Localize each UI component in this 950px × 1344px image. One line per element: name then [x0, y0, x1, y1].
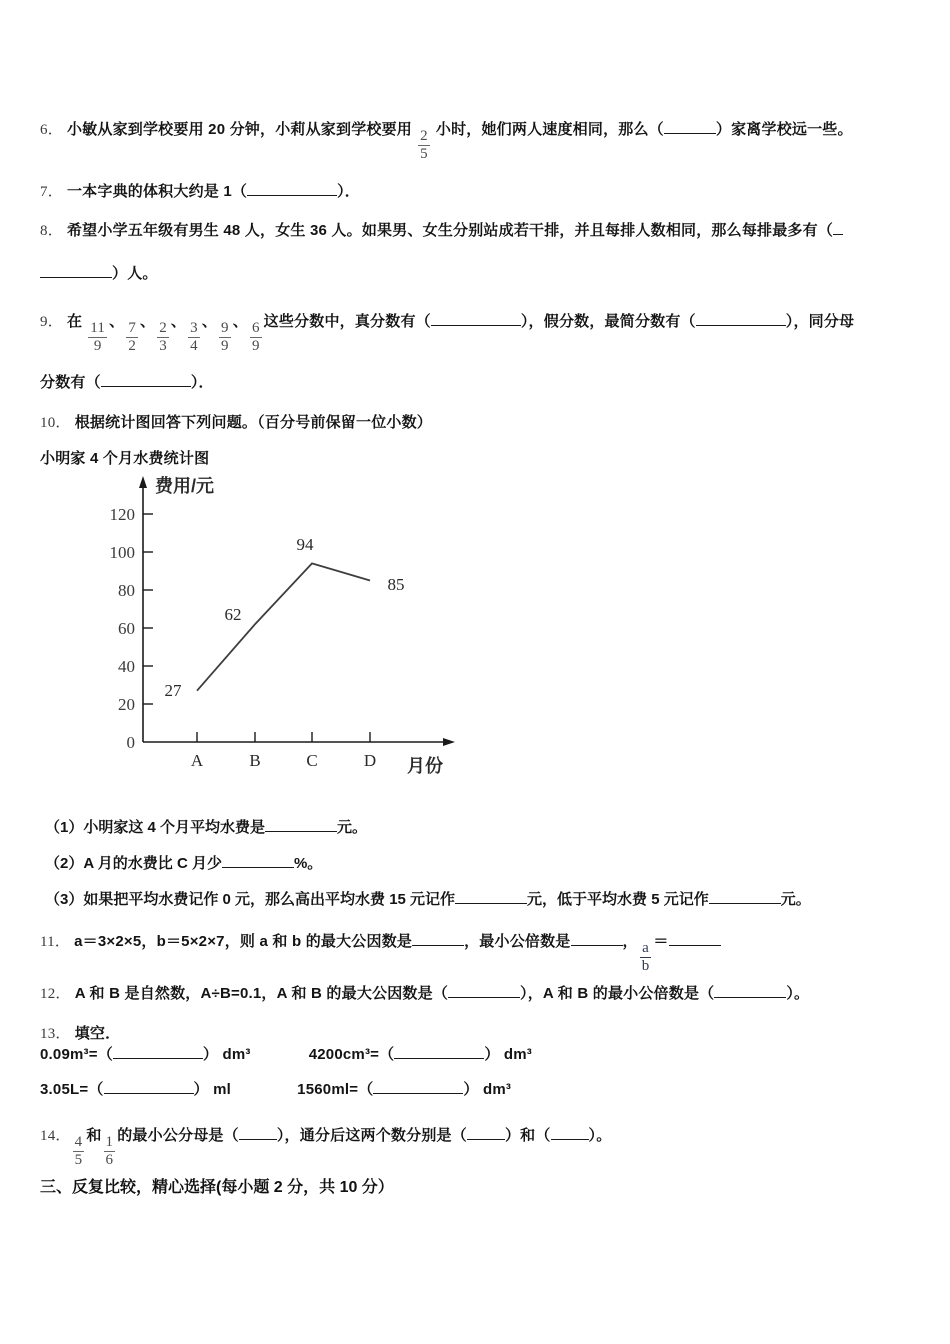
question-6-answer-blank[interactable]	[664, 133, 716, 134]
question-14-text-c: ）和（	[504, 1127, 551, 1144]
question-8-number: 8．	[40, 223, 63, 239]
question-10-sub-1	[45, 816, 367, 837]
question-11	[40, 930, 721, 975]
conv-4-left: 1560ml=	[297, 1081, 359, 1098]
question-7-answer-blank[interactable]	[247, 195, 337, 196]
question-11-text-b: ，最小公倍数是	[464, 933, 571, 950]
question-12-text-b: ），A 和 B 的最小公倍数是（	[520, 985, 715, 1002]
sub-2-answer-blank[interactable]	[222, 867, 294, 868]
ytick-20: 20	[118, 695, 135, 714]
question-9-line-1	[40, 310, 854, 355]
question-9-sep-3: 、	[170, 313, 187, 330]
section-heading-text: 三、反复比较，精心选择(每小题 2 分，共 10 分）	[40, 1179, 394, 1196]
y-axis-title: 费用/元	[155, 476, 215, 496]
question-7-text-b: ）．	[337, 183, 361, 200]
data-line	[197, 563, 370, 690]
data-label-a: 27	[164, 681, 182, 700]
question-8-answer-blank-part1[interactable]	[833, 234, 843, 235]
question-11-answer-blank-1[interactable]	[412, 945, 464, 946]
question-13-text: 填空．	[74, 1025, 121, 1042]
conv-3-left: 3.05L=	[40, 1081, 89, 1098]
question-14-text-a: 的最小公分母是（	[117, 1127, 239, 1144]
question-13-row-2	[40, 1078, 511, 1102]
question-10	[40, 411, 432, 435]
question-14-fraction-2: $\frac{1}{6}$	[105, 1134, 114, 1169]
x-axis-tick-labels	[191, 751, 376, 770]
question-14-fraction-1: $\frac{4}{5}$	[74, 1134, 83, 1169]
question-9-lead: 在	[66, 313, 83, 330]
question-9-sep-5: 、	[232, 313, 248, 330]
ytick-80: 80	[118, 581, 135, 600]
sub-3-text-a: 如果把平均水费记作 0 元，那么高出平均水费 15 元记作	[83, 891, 456, 908]
question-6-number: 6．	[40, 122, 63, 138]
question-9-answer-blank-1[interactable]	[431, 325, 521, 326]
sub-1-label: （1）	[45, 819, 84, 836]
question-8-line-1	[40, 219, 843, 243]
conv-4-right: ） dm³	[463, 1081, 512, 1098]
data-label-b: 62	[224, 605, 242, 624]
question-8-text-b: ）人。	[112, 265, 158, 282]
question-6-text-c: ）家离学校远一些。	[715, 121, 853, 138]
conv-3-blank[interactable]	[104, 1093, 194, 1094]
question-14-text-b: ），通分后这两个数分别是（	[276, 1127, 467, 1144]
conv-4-open: （	[358, 1081, 374, 1098]
question-14-conj: 和	[86, 1127, 102, 1144]
conv-1-blank[interactable]	[113, 1058, 203, 1059]
question-12-text-a: A 和 B 是自然数，A÷B=0.1，A 和 B 的最大公因数是（	[74, 985, 449, 1002]
question-6-text-a: 小敏从家到学校要用 20 分钟，小莉从家到学校要用	[66, 121, 413, 138]
question-8-text: 希望小学五年级有男生 48 人，女生 36 人。如果男、女生分别站成若干排，并且每排人数相同，那么每排最多有（	[66, 222, 834, 239]
question-9-sep-4: 、	[201, 313, 218, 330]
question-10-text: 根据统计图回答下列问题。（百分号前保留一位小数）	[74, 414, 432, 431]
x-axis-ticks	[197, 732, 370, 742]
ytick-120: 120	[109, 505, 135, 524]
question-14-answer-blank-1[interactable]	[239, 1139, 277, 1140]
question-14-text-d: ）。	[588, 1127, 612, 1144]
conv-3-right: ） ml	[193, 1081, 232, 1098]
question-9-fraction-6: $\frac{6}{9}$	[251, 320, 260, 355]
ytick-100: 100	[109, 543, 135, 562]
chart-title	[40, 447, 209, 471]
question-12-text-c: ）。	[786, 985, 810, 1002]
question-9-answer-blank-3[interactable]	[101, 386, 191, 387]
x-axis-title: 月份	[407, 756, 443, 776]
conv-2-left: 4200cm³=	[308, 1046, 380, 1063]
question-13-number: 13．	[40, 1026, 71, 1042]
question-6-text-b: 小时，她们两人速度相同，那么（	[435, 121, 664, 138]
x-axis-arrow	[443, 738, 455, 746]
question-11-text-a: a＝3×2×5，b＝5×2×7，则 a 和 b 的最大公因数是	[74, 933, 413, 950]
sub-2-label: （2）	[45, 855, 84, 872]
ytick-0: 0	[126, 733, 135, 752]
question-9-line-2	[40, 371, 214, 395]
sub-1-answer-blank[interactable]	[265, 831, 337, 832]
y-axis-tick-labels	[110, 505, 136, 752]
question-9-fraction-3: $\frac{2}{3}$	[159, 320, 167, 355]
question-12	[40, 982, 809, 1006]
question-9-fraction-5: $\frac{9}{9}$	[221, 320, 229, 355]
question-14-number: 14．	[40, 1128, 71, 1144]
sub-1-text-b: 元。	[337, 819, 368, 836]
question-11-fraction-ab: $\frac{a}{b}$	[641, 940, 650, 975]
conv-2-right: ） dm³	[484, 1046, 532, 1063]
conv-2-blank[interactable]	[394, 1058, 484, 1059]
ytick-60: 60	[118, 619, 135, 638]
question-12-answer-blank-2[interactable]	[714, 997, 786, 998]
question-14	[40, 1124, 611, 1169]
question-7-number: 7．	[40, 184, 63, 200]
question-11-text-d: ＝	[653, 933, 669, 950]
conv-1-open: （	[97, 1046, 113, 1063]
section-heading-3	[40, 1174, 394, 1197]
xtick-b: B	[249, 751, 261, 770]
question-9-fraction-2: $\frac{7}{2}$	[128, 320, 137, 355]
conv-2-open: （	[379, 1046, 395, 1063]
question-12-number: 12．	[40, 986, 71, 1002]
chart-svg	[55, 470, 475, 790]
question-14-answer-blank-3[interactable]	[551, 1139, 589, 1140]
question-9-line2-text-b: ）．	[190, 374, 214, 391]
question-9-fraction-1: $\frac{11}{9}$	[90, 320, 106, 355]
question-9-text-c: ），同分母	[785, 313, 855, 330]
water-fee-line-chart	[55, 470, 475, 790]
conv-4-blank[interactable]	[373, 1093, 463, 1094]
conv-1-right: ） dm³	[202, 1046, 251, 1063]
question-11-answer-blank-3[interactable]	[669, 945, 721, 946]
data-point-labels	[165, 535, 405, 700]
data-label-d: 85	[387, 575, 405, 594]
question-9-fraction-4: $\frac{3}{4}$	[190, 320, 198, 355]
question-10-number: 10．	[40, 415, 71, 431]
sub-2-text-b: %。	[293, 855, 323, 872]
question-9-sep-2: 、	[140, 313, 156, 330]
question-7	[40, 180, 360, 204]
question-9-text-b: ），假分数，最简分数有（	[520, 313, 696, 330]
question-8-answer-blank-part2[interactable]	[40, 277, 112, 278]
conv-1-left: 0.09m³=	[40, 1046, 98, 1063]
chart-title-text: 小明家 4 个月水费统计图	[40, 450, 210, 467]
question-11-number: 11．	[40, 934, 71, 950]
question-6-fraction: $\frac{2}{5}$	[420, 128, 428, 163]
sub-2-text-a: A 月的水费比 C 月少	[83, 855, 222, 872]
question-13-row-1	[40, 1043, 532, 1067]
sub-3-answer-blank-2[interactable]	[709, 903, 781, 904]
sub-3-text-b: 元，低于平均水费 5 元记作	[527, 891, 709, 908]
question-7-text-a: 一本字典的体积大约是 1（	[66, 183, 248, 200]
sub-3-answer-blank-1[interactable]	[455, 903, 527, 904]
sub-3-text-c: 元。	[780, 891, 811, 908]
question-8-line-2	[40, 262, 158, 286]
question-11-answer-blank-2[interactable]	[571, 945, 623, 946]
question-6	[40, 118, 853, 163]
ytick-40: 40	[118, 657, 135, 676]
question-9-text-a: 这些分数中，真分数有（	[263, 313, 431, 330]
sub-3-label: （3）	[45, 891, 84, 908]
y-axis-arrow	[139, 476, 147, 488]
sub-1-text-a: 小明家这 4 个月平均水费是	[83, 819, 266, 836]
y-axis-ticks	[143, 514, 153, 704]
question-10-sub-2	[45, 852, 322, 873]
question-9-line2-text-a: 分数有（	[40, 374, 101, 391]
question-9-number: 9．	[40, 314, 63, 330]
question-11-text-c: ，	[622, 933, 638, 950]
question-10-sub-3	[45, 888, 811, 909]
question-9-answer-blank-2[interactable]	[696, 325, 786, 326]
question-9-sep-1: 、	[109, 313, 125, 330]
xtick-c: C	[306, 751, 318, 770]
conv-3-open: （	[88, 1081, 104, 1098]
question-14-answer-blank-2[interactable]	[467, 1139, 505, 1140]
data-label-c: 94	[296, 535, 314, 554]
question-12-answer-blank-1[interactable]	[448, 997, 520, 998]
xtick-d: D	[363, 751, 377, 770]
xtick-a: A	[190, 751, 204, 770]
